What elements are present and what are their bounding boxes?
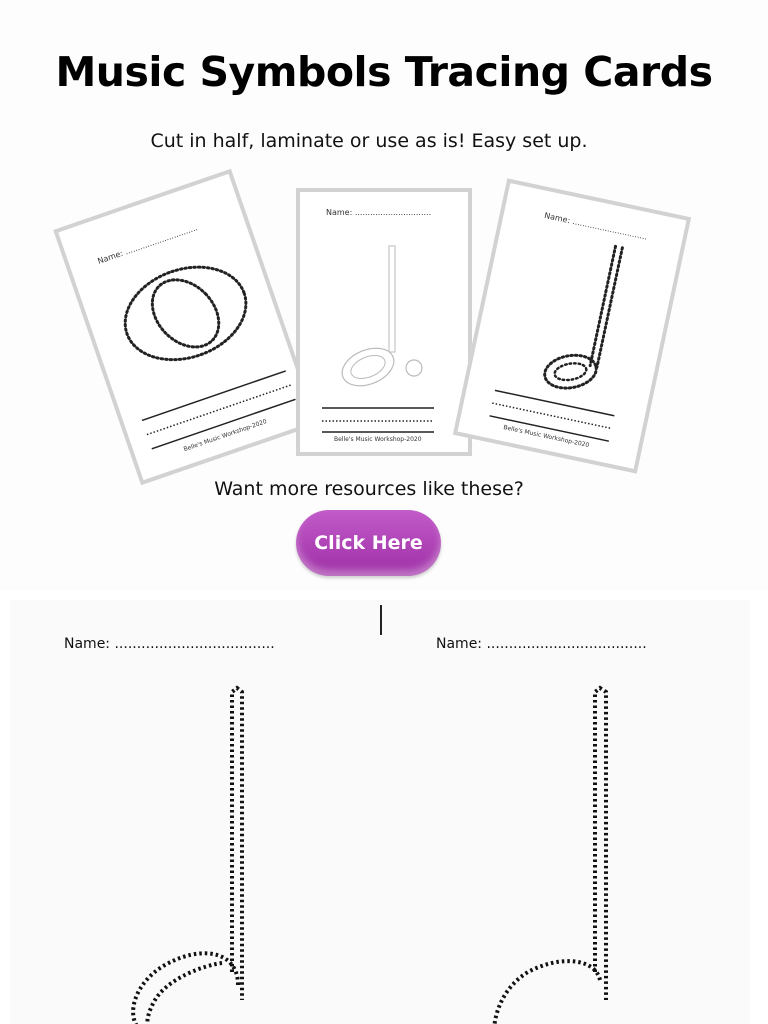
click-here-button[interactable]: Click Here bbox=[296, 510, 441, 576]
worksheet-name-left: Name: .................................... bbox=[64, 636, 275, 652]
card-footer: Belle's Music Workshop-2020 bbox=[182, 418, 268, 454]
card-name-label: Name: .............................. bbox=[326, 208, 432, 217]
card-footer: Belle's Music Workshop-2020 bbox=[334, 436, 422, 443]
card-name-label: Name: .............................. bbox=[543, 210, 649, 242]
subtitle: Cut in half, laminate or use as is! Easy set up. bbox=[150, 130, 588, 152]
card-footer: Belle's Music Workshop-2020 bbox=[502, 424, 590, 450]
worksheet-name-right: Name: .................................... bbox=[436, 636, 647, 652]
resources-question: Want more resources like these? bbox=[214, 478, 524, 500]
card-name-label: Name: .............................. bbox=[96, 223, 199, 266]
page-title: Music Symbols Tracing Cards bbox=[55, 48, 713, 96]
